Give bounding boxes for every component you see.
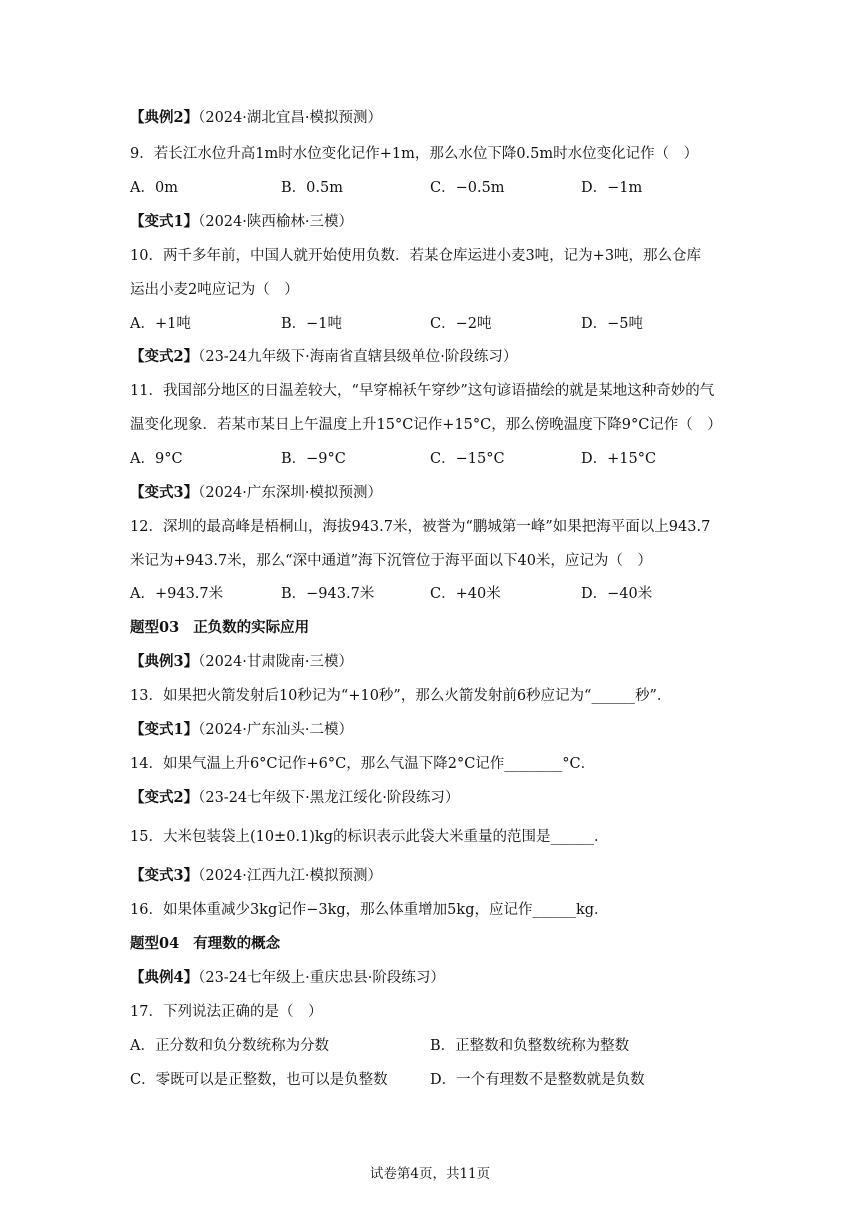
option-a: A．9°C: [130, 451, 183, 467]
option-d: D．+15°C: [581, 451, 657, 467]
question-line: 13．如果把火箭发射后10秒记为“+10秒”，那么火箭发射前6秒应记为“______秒”．: [130, 688, 672, 704]
option-b: B．−1吨: [281, 316, 343, 332]
source-label: （2024·湖北宜昌·模拟预测）: [198, 110, 382, 126]
question-line: 米记为+943.7米，那么“深中通道”海下沉管位于海平面以下40米，应记为（ ）: [130, 553, 652, 569]
options-row: [0, 1036, 860, 1056]
source-label: （2024·甘肃陇南·三模）: [198, 654, 353, 670]
section-heading: [130, 618, 309, 638]
source-label: （2024·广东深圳·模拟预测）: [198, 485, 382, 501]
options-row: [0, 1070, 860, 1090]
source-label: （23-24七年级下·黑龙江绥化·阶段练习）: [198, 790, 460, 806]
variant-tag: 【变式1】: [130, 213, 199, 230]
variant-tag: 【变式1】: [130, 721, 199, 738]
question-line: 17．下列说法正确的是（ ）: [130, 1004, 323, 1020]
question-line: 9．若长江水位升高1m时水位变化记作+1m，那么水位下降0.5m时水位变化记作（ ）: [130, 146, 699, 162]
question-line: 11．我国部分地区的日温差较大，“早穿棉袄午穿纱”这句谚语描绘的就是某地这种奇妙的气: [130, 383, 715, 399]
question-line: 15．大米包装袋上(10±0.1)kg的标识表示此袋大米重量的范围是______．: [130, 829, 609, 845]
variant-tag: 【变式3】: [130, 484, 199, 501]
option-d: D．−1m: [581, 180, 643, 196]
options-row: [0, 449, 860, 469]
option-c: C．−15°C: [430, 451, 505, 467]
line-0: [130, 108, 382, 128]
section-number: 题型03: [130, 619, 180, 636]
line-3: [130, 212, 353, 232]
option-b: B．正整数和负整数统称为整数: [430, 1038, 630, 1054]
option-b: B．−9°C: [281, 451, 346, 467]
option-a: A．+1吨: [130, 316, 191, 332]
line-7: [130, 347, 517, 367]
option-b: B．0.5m: [281, 180, 343, 196]
line-20: [130, 788, 459, 808]
page-footer: 试卷第4页，共11页: [369, 1166, 491, 1182]
question-line: 10．两千多年前，中国人就开始使用负数．若某仓库运进小麦3吨，记为+3吨，那么仓库: [130, 248, 702, 264]
variant-tag: 【变式3】: [130, 867, 199, 884]
options-row: [0, 314, 860, 334]
option-c: C．零既可以是正整数，也可以是负整数: [130, 1072, 388, 1088]
option-b: B．−943.7米: [281, 586, 375, 602]
options-row: [0, 584, 860, 604]
source-label: （2024·江西九江·模拟预测）: [198, 868, 382, 884]
section-heading: [130, 934, 280, 954]
option-d: D．−5吨: [581, 316, 644, 332]
option-a: A．0m: [130, 180, 178, 196]
question-line: 14．如果气温上升6°C记作+6°C，那么气温下降2°C记作________°C．: [130, 756, 596, 772]
option-a: A．+943.7米: [130, 586, 224, 602]
section-number: 题型04: [130, 935, 180, 952]
source-label: （23-24七年级上·重庆忠县·阶段练习）: [198, 970, 445, 986]
question-line: 运出小麦2吨应记为（ ）: [130, 282, 299, 298]
option-c: C．−2吨: [430, 316, 492, 332]
source-label: （2024·陕西榆林·三模）: [198, 214, 353, 230]
options-row: [0, 178, 860, 198]
section-title: 正负数的实际应用: [193, 619, 310, 636]
source-label: （23-24九年级下·海南省直辖县级单位·阶段练习）: [198, 349, 518, 365]
question-line: 温变化现象．若某市某日上午温度上升15°C记作+15°C，那么傍晚温度下降9°C记作（ ）: [130, 417, 722, 433]
variant-tag: 【变式2】: [130, 789, 199, 806]
option-c: C．+40米: [430, 586, 501, 602]
example-tag: 【典例3】: [130, 653, 199, 670]
option-a: A．正分数和负分数统称为分数: [130, 1038, 329, 1054]
variant-tag: 【变式2】: [130, 348, 199, 365]
example-tag: 【典例2】: [130, 109, 199, 126]
section-title: 有理数的概念: [193, 935, 281, 952]
line-16: [130, 652, 353, 672]
question-line: 16．如果体重减少3kg记作−3kg，那么体重增加5kg，应记作______kg．: [130, 902, 609, 918]
question-line: 12．深圳的最高峰是梧桐山，海拔943.7米，被誉为“鹏城第一峰”如果把海平面以上943.7: [130, 519, 711, 535]
line-25: [130, 968, 445, 988]
option-d: D．一个有理数不是整数就是负数: [430, 1072, 645, 1088]
example-tag: 【典例4】: [130, 969, 199, 986]
line-11: [130, 483, 382, 503]
line-22: [130, 866, 382, 886]
line-18: [130, 720, 353, 740]
option-d: D．−40米: [581, 586, 653, 602]
option-c: C．−0.5m: [430, 180, 505, 196]
source-label: （2024·广东汕头·二模）: [198, 722, 353, 738]
